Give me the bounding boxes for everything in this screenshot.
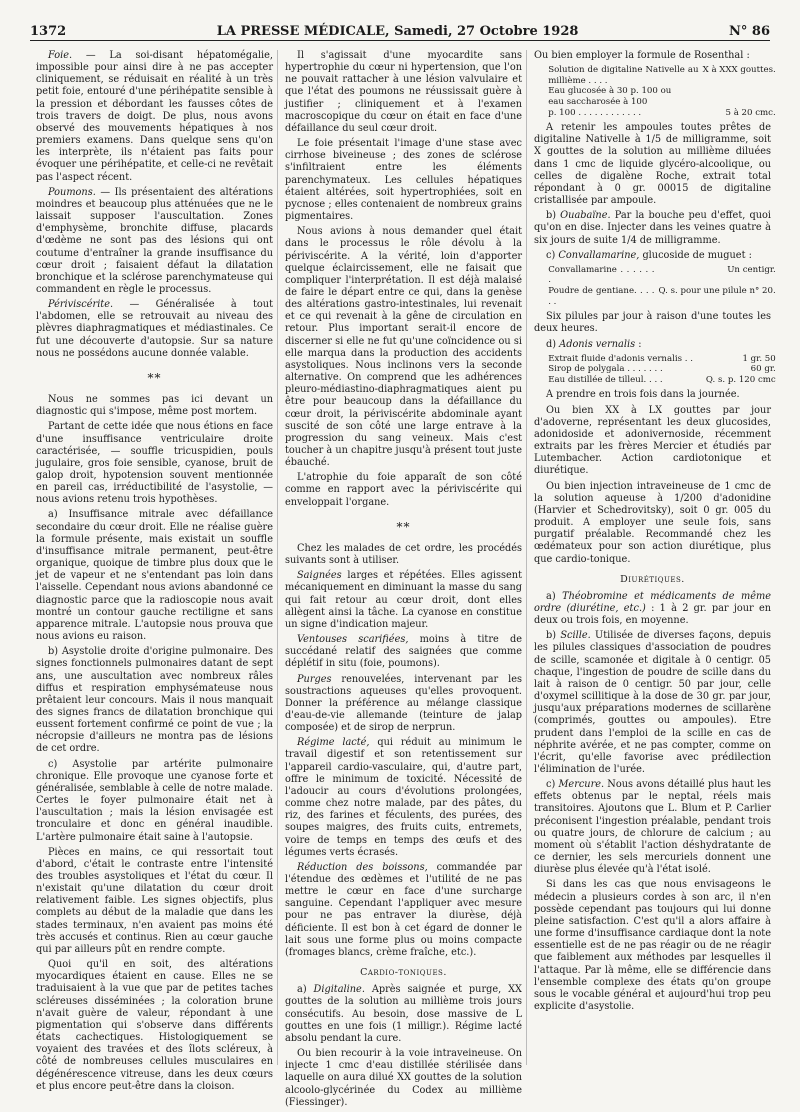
paragraph: A prendre en trois fois dans la journée. (546, 389, 740, 401)
column-1 (36, 50, 273, 1096)
issue-number: N° 86 (728, 24, 770, 39)
paragraph: Six pilules par jour à raison d'une toutes les deux heures. (534, 311, 771, 335)
paragraph: Réduction des boissons, commandée par l'étendue des œdèmes et l'utilité de ne pas mettre le cœur en face d'une surcharge sanguine. Cependant l'appliquer avec mesure pour ne pas entraver la diurèse, déjà déficiente. Il est bon à cet égard de donner le lait sous une forme plus ou moins compacte (fromages blancs, crème fraîche, etc.). (285, 861, 522, 958)
prescription-table: Convallamarine . . . . . . . Un centigr. Poudre de gentiane. . . . . . Q. s. pour une pilule n° 20. (548, 264, 776, 307)
paragraph: Régime lacté, qui réduit au minimum le travail digestif et son retentissement sur l'appareil cardio-vasculaire, qui, d'autre part, offre le minimum de toxicité. Nécessité de l'adoucir au cours d'évolutions prolongées, comme chez notre malade, par des pâtes, du riz, des farines et féculents, des purées, des soupes maigres, des fruits cuits, entremets, voire de temps en temps des œufs et des légumes verts écrasés. (285, 737, 522, 858)
paragraph: Quoi qu'il en soit, des altérations myocardiques étaient en cause. Elles ne se traduisaient à la vue que par de petites taches scléreuses disséminées ; la coloration brune n'avait guère de valeur, répondant à une pigmentation qui s'observe dans différents états cachectiques. Histologiquement se voyaient des travées et des îlots scléreux, à côté de nombreuses cellules musculaires en dégénérescence vitreuse, dans les deux cœurs et plus encore peut-être dans la cloison. (36, 959, 273, 1092)
paragraph: Pièces en mains, ce qui ressortait tout d'abord, c'était le contraste entre l'intensité des troubles asystoliques et l'état du cœur. Il n'existait qu'une dilatation du cœur droit relativement faible. Les signes objectifs, plus complets au début de la maladie que dans les stades terminaux, n'en avaient pas moins été très accusés et continus. Rien au cœur gauche qui par ailleurs pût en rendre compte. (36, 846, 273, 955)
paragraph: c) Convallamarine, glucoside de muguet : (546, 249, 752, 261)
paragraph: d) Adonis vernalis : (546, 338, 642, 350)
page-header (30, 17, 770, 39)
paragraph: Si dans les cas que nous envisageons le médecin a plusieurs cordes à son arc, il n'en possède cependant pas toujours qui lui donne pleine satisfaction. C'est qu'il a alors affaire à une forme d'insuffisance cardiaque dont la note essentielle est de ne pas réagir ou de ne réagir que faiblement aux méthodes par lesquelles il l'attaque. Par là même, elle se différencie dans l'ensemble complexe des états qu'on groupe sous le vocable général et aujourd'hui trop peu explicite d'asystolie. (534, 879, 771, 1012)
page-number: 1372 (30, 24, 67, 39)
paragraph: Foie. — La soi-disant hépatomégalie, impossible pour ainsi dire à ne pas accepter cliniquement, se réduisait en réalité à un très petit foie, entouré d'une périhépatite sensible à la pression et débordant les fausses côtes de trois travers de doigt. De plus, nous avons observé des mouvements hépatiques à nos premiers examens. Dans quelque sens qu'on les interprète, ils n'étaient pas faits pour évoquer une périhépatite, et celle-ci ne revêtait pas l'aspect récent. (36, 50, 273, 183)
paragraph: Périviscérite. — Généralisée à tout l'abdomen, elle se retrouvait au niveau des plèvres diaphragmatiques et médiastinales. Ce fut une découverte d'autopsie. Sur sa nature nous ne possédons aucune donnée valable. (36, 299, 273, 359)
column-separator (277, 50, 278, 1065)
column-2 (285, 50, 522, 1112)
paragraph: a) Théobromine et médicaments de même ordre (diurétine, etc.) : 1 à 2 gr. par jour en deux ou trois fois, en moyenne. (534, 590, 771, 627)
paragraph: c) Asystolie par artérite pulmonaire chronique. Elle provoque une cyanose forte et généralisée, semblable à celle de notre malade. Certes le foyer pulmonaire était net à l'auscultation ; mais la lésion envisagée est tronculaire et donc en général inaudible. L'artère pulmonaire était saine à l'autopsie. (36, 758, 273, 843)
paragraph: a) Digitaline. Après saignée et purge, XX gouttes de la solution au millième trois jours consécutifs. Au besoin, dose massive de L gouttes en une fois (1 milligr.). Régime lacté absolu pendant la cure. (285, 984, 522, 1044)
section-stars: ** (396, 519, 411, 534)
paragraph: Chez les malades de cet ordre, les procédés suivants sont à utiliser. (285, 542, 522, 567)
paragraph: b) Asystolie droite d'origine pulmonaire. Des signes fonctionnels pulmonaires datant de sept ans, une auscultation avec nombreux râles diffus et respiration emphysémateuse nous prêtaient leur concours. Mais il nous manquait des signes francs de dilatation bronchique qui eussent fortement confirmé ce point de vue ; la nécropsie d'ailleurs ne montra pas de lésions de cet ordre. (36, 646, 273, 755)
section-heading: Cardio-toniques. (360, 967, 447, 979)
masthead (217, 24, 579, 39)
paragraph: Purges renouvelées, intervenant par les soustractions aqueuses qu'elles provoquent. Donner la préférence au mélange classique d'eau-de-vie allemande (teinture de jalap composée) et de sirop de nerprun. (285, 673, 522, 734)
publication-title: LA PRESSE MÉDICALE, (216, 24, 395, 39)
paragraph: Poumons. — Ils présentaient des altérations moindres et beaucoup plus atténuées que ne le laissait supposer l'auscultation. Zones d'emphysème, bronchite diffuse, placards d'œdème ne sont pas des lésions qui ont coutume d'entraîner la grande insuffisance du cœur droit ; faisaient défaut la dilatation bronchique et la sclérose parenchymateuse qui commandent en règle le processus. (36, 186, 273, 295)
issue-date: Samedi, 27 Octobre 1928 (394, 24, 579, 39)
paragraph: b) Scille. Utilisée de diverses façons, depuis les pilules classiques d'association de poudres de scille, scamonée et digitale à 0 centigr. 05 chaque, l'ingestion de poudre de scille dans du lait à raison de 0 centigr. 50 par jour, celle d'oxymel scillitique à la dose de 30 gr. par jour, jusqu'aux préparations modernes de scillarène (comprimés, gouttes ou ampoules). Etre prudent dans l'emploi de la scille en cas de néphrite avérée, et ne pas compter, comme on l'écrit, qu'elle favorise avec prédilection l'élimination de l'urée. (534, 630, 771, 775)
paragraph: L'atrophie du foie apparaît de son côté comme en rapport avec la périviscérite qui enveloppait l'organe. (285, 472, 522, 508)
paragraph: A retenir les ampoules toutes prêtes de digitaline Nativelle à 1/5 de milligramme, soit X gouttes de la solution au millième diluées dans 1 cmc de liquide glycéro-alcoolique, ou celles de digalène Roche, extrait total répondant à 0 gr. 00015 de digitaline cristallisée par ampoule. (534, 122, 771, 207)
prescription-table: Extrait fluide d'adonis vernalis . . 1 gr. 50 Sirop de polygala . . . . . . . 60 gr. Eau distillée de tilleul. . . . Q. s. p. 120 cmc (548, 353, 776, 385)
section-heading: Diurétiques. (620, 573, 685, 585)
paragraph: a) Insuffisance mitrale avec défaillance secondaire du cœur droit. Elle ne réalise guère la formule présente, mais existait un souffle d'insuffisance mitrale permanent, peut-être organique, quoique de timbre plus doux que le jet de vapeur et ne s'entendant pas loin dans l'aisselle. Cependant nous avions abandonné ce diagnostic parce que la radioscopie nous avait montré un contour gauche rectiligne et sans apparence mitrale. L'autopsie nous prouva que nous avions eu raison. (36, 509, 273, 643)
paragraph: Partant de cette idée que nous étions en face d'une insuffisance ventriculaire droite caractérisée, — souffle tricuspidien, pouls jugulaire, gros foie sensible, cyanose, bruit de galop droit, hypotension souvent mentionnée en pareil cas, irréductibilité de l'asystolie, — nous avions retenu trois hypothèses. (36, 421, 273, 506)
paragraph: Il s'agissait d'une myocardite sans hypertrophie du cœur ni hypertension, que l'on ne pouvait rattacher à une lésion valvulaire et que l'état des poumons ne réussissait guère à justifier ; cliniquement et à l'examen macroscopique du cœur on était en face d'une défaillance du seul cœur droit. (285, 50, 522, 134)
column-3 (534, 50, 776, 1016)
paragraph: Nous avions à nous demander quel était dans le processus le rôle dévolu à la périviscérite. A la vérité, loin d'apporter quelque éclaircissement, elle ne faisait que compliquer l'interprétation. Il est déjà malaisé de faire le départ entre ce qui, dans la genèse des altérations gastro-intestinales, lui revenait et ce qui revenait à la gêne de circulation en retour. Plus important serait-il encore de discerner si elle ne fut qu'une coïncidence ou si elle marqua dans la production des accidents asystoliques. Nous inclinons vers la seconde alternative. On comprend que les adhérences pleuro-médiastino-diaphragmatiques aient pu être pour beaucoup dans la défaillance du cœur droit, la périviscérite abdominale ayant suscité de son côté une large entrave à la progression du sang veineux. Mais c'est toucher à un chapitre jusqu'à présent tout juste ébauché. (285, 226, 522, 469)
paragraph: Saignées larges et répétées. Elles agissent mécaniquement en diminuant la masse du sang qui fait retour au cœur droit, dont elles allègent ainsi la tâche. La cyanose en constitue un signe d'indication majeur. (285, 570, 522, 630)
column-separator (526, 50, 527, 1065)
paragraph: c) Mercure. Nous avons détaillé plus haut les effets obtenus par le neptal, réels mais transitoires. Ajoutons que L. Blum et P. Carlier préconisent l'ingestion préalable, pendant trois ou quatre jours, de chlorure de calcium ; au moment où s'établit l'action déshydratante de ce dernier, les sels mercuriels donnent une diurèse plus élevée qu'à l'état isolé. (534, 779, 771, 876)
paragraph: Le foie présentait l'image d'une stase avec cirrhose biveineuse ; des zones de sclérose s'infiltraient entre les éléments parenchymateux. Les cellules hépatiques étaient altérées, soit hypertrophiées, soit en pycnose ; elles contenaient de nombreux grains pigmentaires. (285, 138, 522, 223)
prescription-table: Solution de digitaline Nativelle au millième . . . . X à XXX gouttes. Eau glucosée à 30 p. 100 ou eau saccharosée à 100 p. 100 . . . . . . . . . . . . 5 à 20 cmc. (548, 65, 776, 118)
paragraph: Ou bien injection intraveineuse de 1 cmc de la solution aqueuse à 1/200 d'adonidine (Harvier et Schedrovitsky), soit 0 gr. 005 du produit. A employer une seule fois, sans purgatif préalable. Recommandé chez les œdémateux pour son action diurétique, plus que cardio-tonique. (534, 480, 771, 565)
paragraph: Ou bien XX à LX gouttes par jour d'adoverne, représentant les deux glucosides, adonidoside et adonivernoside, récemment extraits par les frères Mercier et étudiés par Lutembacher. Action cardiotonique et diurétique. (534, 404, 771, 477)
paragraph: Ventouses scarifiées, moins à titre de succédané relatif des saignées que comme déplétif in situ (foie, poumons). (285, 634, 523, 670)
paragraph: Ou bien employer la formule de Rosenthal : (534, 50, 750, 61)
paragraph: b) Ouabaïne. Par la bouche peu d'effet, quoi qu'on en dise. Injecter dans les veines quatre à six jours de suite 1/4 de milligramme. (534, 210, 771, 246)
paragraph: Nous ne sommes pas ici devant un diagnostic qui s'impose, même post mortem. (36, 394, 273, 418)
paragraph: Ou bien recourir à la voie intraveineuse. On injecte 1 cmc d'eau distillée stérilisée dans laquelle on aura dilué XX gouttes de la solution alcoolo-glycérinée du Codex au millième (Fiessinger). (285, 1048, 522, 1108)
section-stars: ** (147, 370, 162, 385)
header-rule (30, 40, 770, 41)
